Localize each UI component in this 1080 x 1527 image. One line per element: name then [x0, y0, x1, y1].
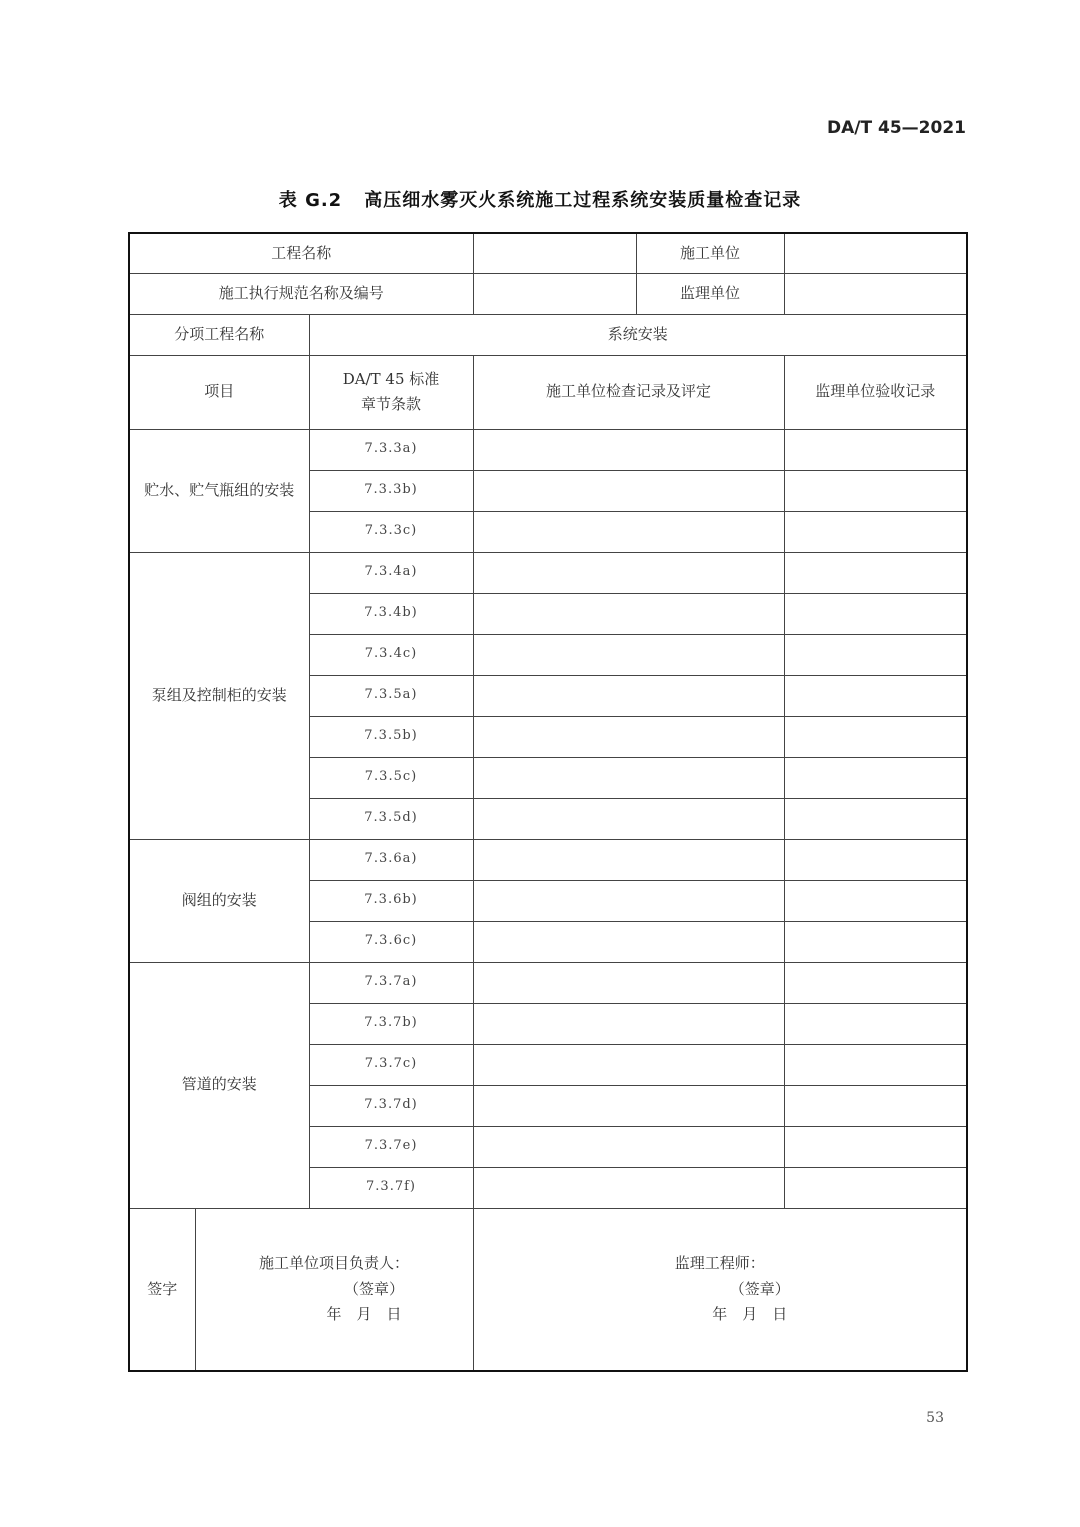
clause-cell: 7.3.3b) [309, 470, 473, 511]
supervision-check-cell [784, 1167, 967, 1208]
supervision-check-cell [784, 511, 967, 552]
project-name-row [129, 233, 967, 273]
clause-cell: 7.3.5a) [309, 675, 473, 716]
supervision-check-cell [784, 716, 967, 757]
clause-header-line1: DA/T 45 标准 [342, 369, 440, 388]
construction-check-cell [473, 1003, 784, 1044]
supervision-check-cell [784, 1085, 967, 1126]
construction-check-cell [473, 839, 784, 880]
table-title: 高压细水雾灭火系统施工过程系统安装质量检查记录 [364, 190, 802, 211]
construction-check-cell [473, 1167, 784, 1208]
project-name-label: 工程名称 [129, 233, 473, 273]
supervision-check-cell [784, 921, 967, 962]
construction-check-cell [473, 1044, 784, 1085]
construction-check-cell [473, 921, 784, 962]
supervision-check-cell [784, 470, 967, 511]
clause-cell: 7.3.6c) [309, 921, 473, 962]
supervision-seal: （签章） [729, 1279, 790, 1298]
clause-cell: 7.3.4a) [309, 552, 473, 593]
supervision-check-cell [784, 1044, 967, 1085]
supervision-unit-value [784, 273, 967, 314]
group-name: 管道的安装 [129, 962, 309, 1208]
supervision-check-cell [784, 1126, 967, 1167]
construction-check-cell [473, 429, 784, 470]
clause-cell: 7.3.6a) [309, 839, 473, 880]
clause-cell: 7.3.7f) [309, 1167, 473, 1208]
supervision-check-cell [784, 880, 967, 921]
construction-check-cell [473, 962, 784, 1003]
supervision-signature-title: 监理工程师： [674, 1254, 765, 1272]
supervision-check-cell [784, 757, 967, 798]
construction-check-cell [473, 1126, 784, 1167]
header-row [129, 355, 967, 429]
supervision-check-header: 监理单位验收记录 [784, 355, 967, 429]
construction-check-cell [473, 716, 784, 757]
table-body [129, 233, 967, 1371]
construction-check-cell [473, 675, 784, 716]
spec-row [129, 273, 967, 314]
clause-cell: 7.3.3c) [309, 511, 473, 552]
table-number: 表 G.2 [278, 190, 343, 211]
clause-cell: 7.3.3a) [309, 429, 473, 470]
clause-cell: 7.3.7c) [309, 1044, 473, 1085]
group-name: 泵组及控制柜的安装 [129, 552, 309, 839]
clause-cell: 7.3.5c) [309, 757, 473, 798]
clause-cell: 7.3.4b) [309, 593, 473, 634]
subproject-label: 分项工程名称 [129, 314, 309, 355]
supervision-check-cell [784, 798, 967, 839]
construction-check-cell [473, 634, 784, 675]
item-header: 项目 [129, 355, 309, 429]
clause-cell: 7.3.7a) [309, 962, 473, 1003]
clause-header-line2: 章节条款 [361, 395, 422, 413]
subproject-value: 系统安装 [309, 314, 967, 355]
clause-cell: 7.3.5b) [309, 716, 473, 757]
supervision-check-cell [784, 675, 967, 716]
construction-signature [195, 1208, 473, 1371]
supervision-date: 年 月 日 [712, 1305, 788, 1323]
inspection-record-table [128, 232, 968, 1372]
clause-cell: 7.3.7b) [309, 1003, 473, 1044]
standard-code: DA/T 45—2021 [827, 118, 966, 138]
construction-check-header: 施工单位检查记录及评定 [473, 355, 784, 429]
group-name: 阀组的安装 [129, 839, 309, 962]
construction-check-cell [473, 1085, 784, 1126]
clause-cell: 7.3.4c) [309, 634, 473, 675]
supervision-check-cell [784, 593, 967, 634]
page-number: 53 [926, 1410, 944, 1426]
supervision-check-cell [784, 552, 967, 593]
project-name-value [473, 233, 636, 273]
construction-unit-value [784, 233, 967, 273]
construction-check-cell [473, 552, 784, 593]
supervision-check-cell [784, 429, 967, 470]
construction-check-cell [473, 880, 784, 921]
signature-row [129, 1208, 967, 1371]
table-row [129, 552, 967, 593]
construction-check-cell [473, 511, 784, 552]
clause-header [309, 355, 473, 429]
construction-seal: （签章） [344, 1279, 405, 1298]
supervision-unit-label: 监理单位 [636, 273, 784, 314]
construction-check-cell [473, 798, 784, 839]
table-row [129, 839, 967, 880]
spec-label: 施工执行规范名称及编号 [129, 273, 473, 314]
clause-cell: 7.3.7e) [309, 1126, 473, 1167]
supervision-check-cell [784, 962, 967, 1003]
supervision-check-cell [784, 1003, 967, 1044]
construction-signature-title: 施工单位项目负责人： [259, 1254, 410, 1272]
spec-value [473, 273, 636, 314]
group-name: 贮水、贮气瓶组的安装 [129, 429, 309, 552]
construction-check-cell [473, 593, 784, 634]
clause-cell: 7.3.5d) [309, 798, 473, 839]
construction-check-cell [473, 757, 784, 798]
construction-date: 年 月 日 [326, 1305, 402, 1323]
clause-cell: 7.3.6b) [309, 880, 473, 921]
clause-cell: 7.3.7d) [309, 1085, 473, 1126]
supervision-signature [473, 1208, 967, 1371]
signature-label: 签字 [129, 1208, 195, 1371]
supervision-check-cell [784, 634, 967, 675]
table-caption [0, 186, 1080, 212]
construction-check-cell [473, 470, 784, 511]
table-row [129, 429, 967, 470]
construction-unit-label: 施工单位 [636, 233, 784, 273]
table-row [129, 962, 967, 1003]
subproject-row [129, 314, 967, 355]
supervision-check-cell [784, 839, 967, 880]
